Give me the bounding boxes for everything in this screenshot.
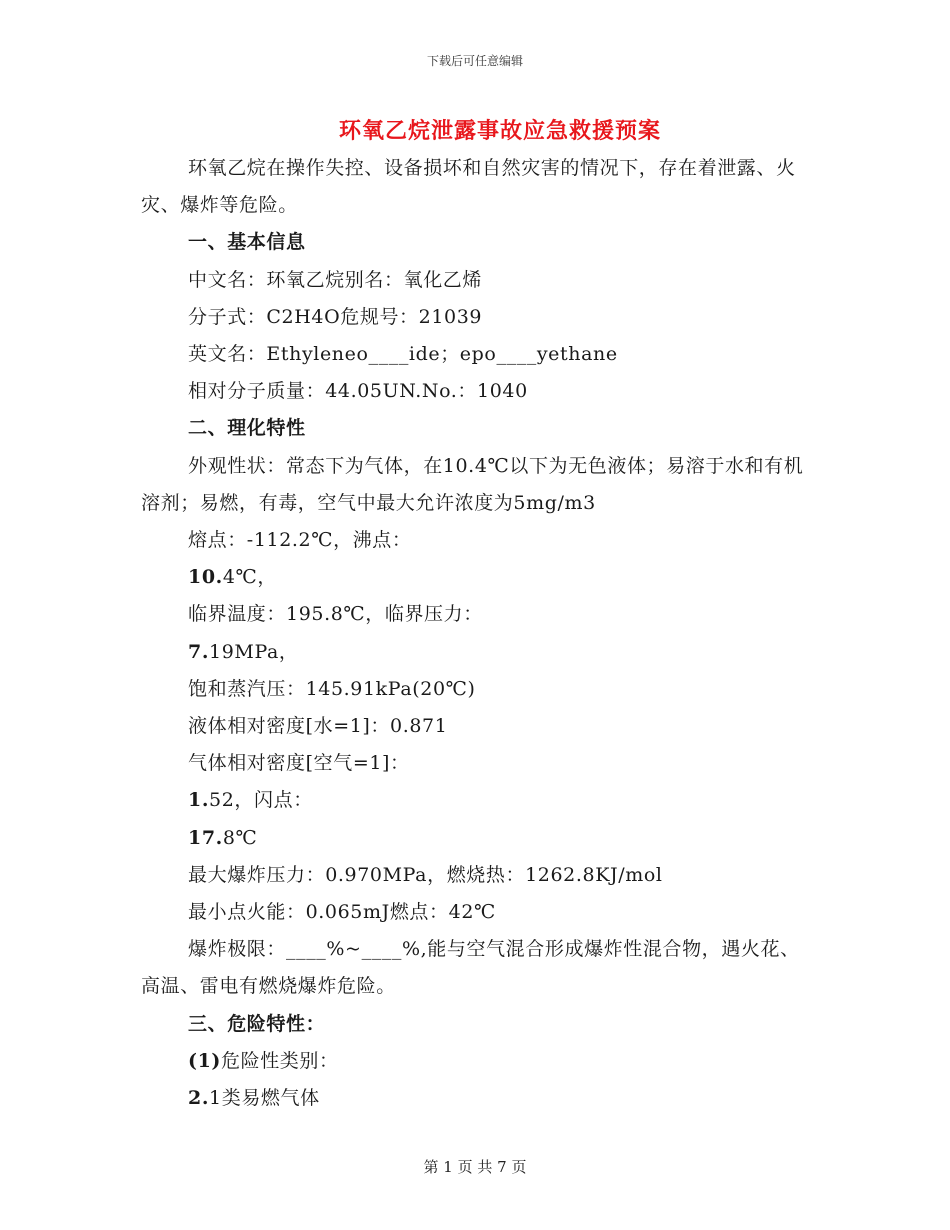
- section-heading-basic-info: 一、基本信息: [188, 231, 306, 254]
- header-note: 下载后可任意编辑: [426, 54, 523, 68]
- paragraph-min-ignition-energy: 最小点火能：0.065mJ燃点：42℃: [188, 901, 496, 924]
- paragraph-lead: (1): [188, 1049, 221, 1072]
- paragraph-liquid-density: 液体相对密度[水=1]：0.871: [188, 715, 448, 738]
- paragraph-text: 4℃，: [222, 566, 278, 589]
- paragraph-lead: 17.: [188, 826, 223, 849]
- section-heading-hazards: 三、危险特性：: [188, 1012, 326, 1035]
- document-body: [141, 150, 806, 1117]
- paragraph-formula: 分子式：C2H4O危规号：21039: [188, 305, 483, 328]
- paragraph-lead: 7.: [188, 640, 210, 663]
- paragraph-lead: 2.: [188, 1087, 210, 1110]
- paragraph-text: 1类易燃气体: [209, 1087, 320, 1110]
- paragraph-melting-point: 熔点：-112.2℃，沸点：: [188, 529, 412, 552]
- paragraph-text: 8℃: [222, 826, 258, 849]
- paragraph-critical-pressure: [141, 634, 806, 671]
- paragraph-explosion-limits: 爆炸极限：____%~____%,能与空气混合形成爆炸性混合物，遇火花、高温、雷电有燃烧爆炸危险。: [141, 938, 800, 998]
- intro-paragraph: 环氧乙烷在操作失控、设备损坏和自然灾害的情况下，存在着泄露、火灾、爆炸等危险。: [141, 157, 796, 217]
- paragraph-hazard-category: [141, 1043, 806, 1080]
- paragraph-flammable-gas-class: [141, 1080, 806, 1117]
- paragraph-lead: 10.: [188, 566, 223, 589]
- paragraph-text: 52，闪点：: [209, 789, 313, 812]
- paragraph-boiling-point: [141, 559, 806, 596]
- paragraph-flash-point: [141, 782, 806, 819]
- paragraph-chinese-name: 中文名：环氧乙烷别名：氧化乙烯: [188, 268, 483, 291]
- paragraph-flash-point-value: [141, 820, 806, 857]
- paragraph-lead: 1.: [188, 789, 210, 812]
- paragraph-molecular-mass: 相对分子质量：44.05UN.No.：1040: [188, 380, 528, 403]
- section-heading-properties: 二、理化特性: [188, 417, 306, 440]
- paragraph-gas-density: 气体相对密度[空气=1]：: [188, 752, 410, 775]
- paragraph-appearance: 外观性状：常态下为气体，在10.4℃以下为无色液体；易溶于水和有机溶剂；易燃，有毒，空气中最大允许浓度为5mg/m3: [141, 454, 804, 514]
- paragraph-text: 危险性类别：: [221, 1049, 339, 1072]
- paragraph-english-name: 英文名：Ethyleneo____ide；epo____yethane: [188, 343, 618, 366]
- page-footer: 第 1 页 共 7 页: [423, 1158, 527, 1176]
- paragraph-vapor-pressure: 饱和蒸汽压：145.91kPa(20℃): [188, 677, 476, 700]
- paragraph-text: 19MPa，: [209, 640, 299, 663]
- document-title: 环氧乙烷泄露事故应急救援预案: [338, 118, 661, 144]
- paragraph-critical-temperature: 临界温度：195.8℃，临界压力：: [188, 603, 483, 626]
- paragraph-max-explosion-pressure: 最大爆炸压力：0.970MPa，燃烧热：1262.8KJ/mol: [188, 863, 663, 886]
